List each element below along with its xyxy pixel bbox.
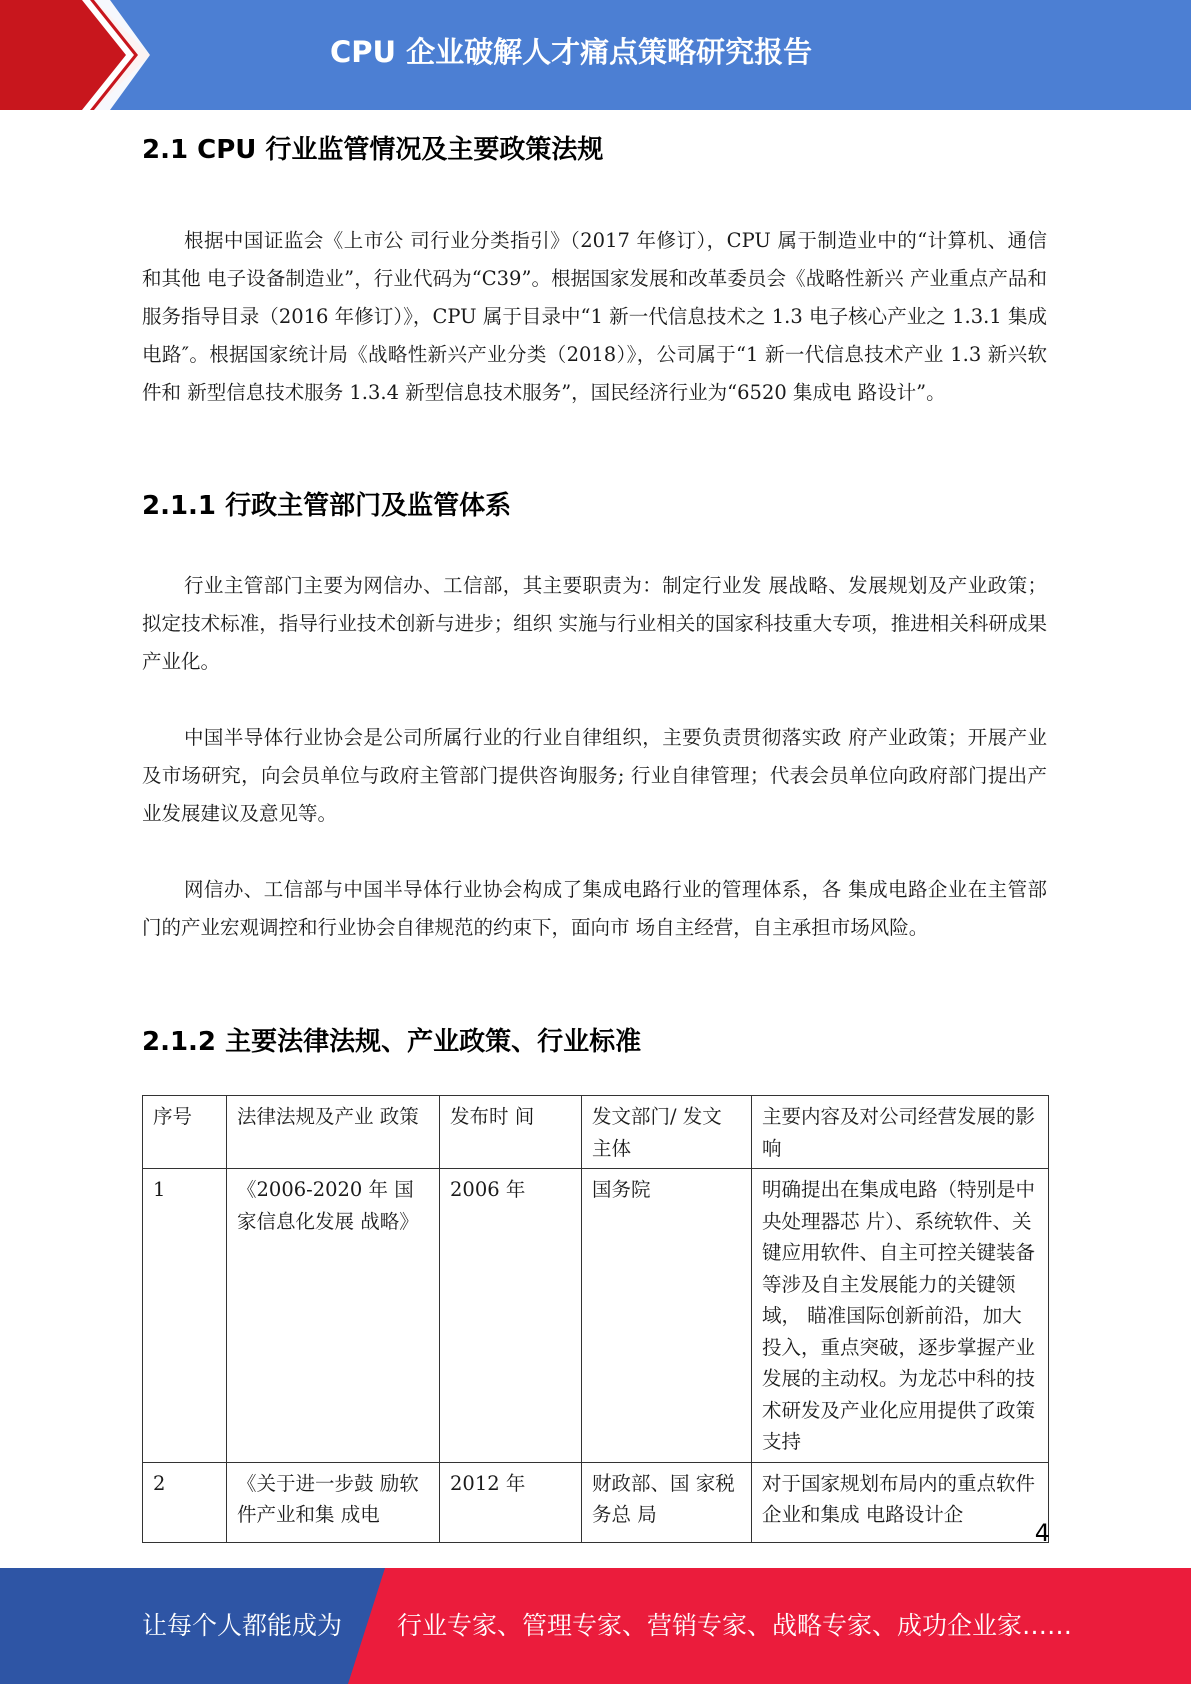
paragraph-management-system: 网信办、工信部与中国半导体行业协会构成了集成电路行业的管理体系，各 集成电路企业在主管部门的产业宏观调控和行业协会自律规范的约束下，面向市 场自主经营，自主承担市场风险。 bbox=[142, 878, 1047, 939]
table-cell: 明确提出在集成电路（特别是中央处理器芯 片）、系统软件、关键应用软件、自主可控关键装备等涉及自主发展能力的关键领域， 瞄准国际创新前沿，加大投入，重点突破，逐步掌握产业发展的主动权。为龙芯中科的技 术研发及产业化应用提供了政策支持 bbox=[752, 1169, 1049, 1463]
header-banner bbox=[0, 0, 1191, 110]
section-intro-paragraph: 根据中国证监会《上市公 司行业分类指引》（2017 年修订），CPU 属于制造业中的“计算机、通信和其他 电子设备制造业”，行业代码为“C39”。根据国家发展和改革委员会《战略性新兴 产业重点产品和服务指导目录（2016 年修订）》，CPU 属于目录中“1 新一代信息技术之 1.3 电子核心产业之 1.3.1 集成电路″。根据国家统计局《战略性新兴产业分类（2018）》，公司属于“1 新一代信息技术产业 1.3 新兴软件和 新型信息技术服务 1.3.4 新型信息技术服务”，国民经济行业为“6520 集成电 路设计”。 bbox=[142, 229, 1047, 404]
table-cell: 2 bbox=[143, 1462, 227, 1542]
table-row bbox=[143, 1169, 1049, 1463]
header-title: CPU 企业破解人才痛点策略研究报告 bbox=[330, 35, 813, 69]
subsection-heading-regulators: 2.1.1 行政主管部门及监管体系 bbox=[142, 491, 512, 521]
section-heading: 2.1 CPU 行业监管情况及主要政策法规 bbox=[142, 135, 604, 165]
page-number: 4 bbox=[1034, 1519, 1050, 1547]
table-cell: 《关于进一步鼓 励软件产业和集 成电 bbox=[227, 1462, 440, 1542]
footer-banner bbox=[0, 1568, 1191, 1684]
table-header-cell: 序号 bbox=[143, 1096, 227, 1169]
table-cell: 2006 年 bbox=[440, 1169, 582, 1463]
table-cell: 财政部、国 家税务总 局 bbox=[582, 1462, 752, 1542]
laws-table bbox=[142, 1095, 1049, 1543]
table-cell: 国务院 bbox=[582, 1169, 752, 1463]
table-header-cell: 发布时 间 bbox=[440, 1096, 582, 1169]
table-cell: 1 bbox=[143, 1169, 227, 1463]
table-row bbox=[143, 1462, 1049, 1542]
table-header-cell: 法律法规及产业 政策 bbox=[227, 1096, 440, 1169]
table-cell: 2012 年 bbox=[440, 1462, 582, 1542]
table-cell: 对于国家规划布局内的重点软件企业和集成 电路设计企 bbox=[752, 1462, 1049, 1542]
footer-slogan-right: 行业专家、管理专家、营销专家、战略专家、成功企业家…… bbox=[397, 1611, 1073, 1640]
paragraph-regulators: 行业主管部门主要为网信办、工信部，其主要职责为：制定行业发 展战略、发展规划及产业政策；拟定技术标准，指导行业技术创新与进步；组织 实施与行业相关的国家科技重大专项，推进相关科研成果产业化。 bbox=[142, 574, 1047, 673]
table-cell: 《2006-2020 年 国家信息化发展 战略》 bbox=[227, 1169, 440, 1463]
subsection-heading-laws: 2.1.2 主要法律法规、产业政策、行业标准 bbox=[142, 1027, 642, 1057]
table-header-row bbox=[143, 1096, 1049, 1169]
table-header-cell: 主要内容及对公司经营发展的影响 bbox=[752, 1096, 1049, 1169]
footer-slogan-left: 让每个人都能成为 bbox=[142, 1611, 343, 1640]
paragraph-association: 中国半导体行业协会是公司所属行业的行业自律组织，主要负责贯彻落实政 府产业政策；开展产业及市场研究，向会员单位与政府主管部门提供咨询服务; 行业自律管理；代表会员单位向政府部门提出产业发展建议及意见等。 bbox=[142, 726, 1047, 825]
laws-table-container bbox=[142, 1095, 1048, 1526]
table-header-cell: 发文部门/ 发文主体 bbox=[582, 1096, 752, 1169]
